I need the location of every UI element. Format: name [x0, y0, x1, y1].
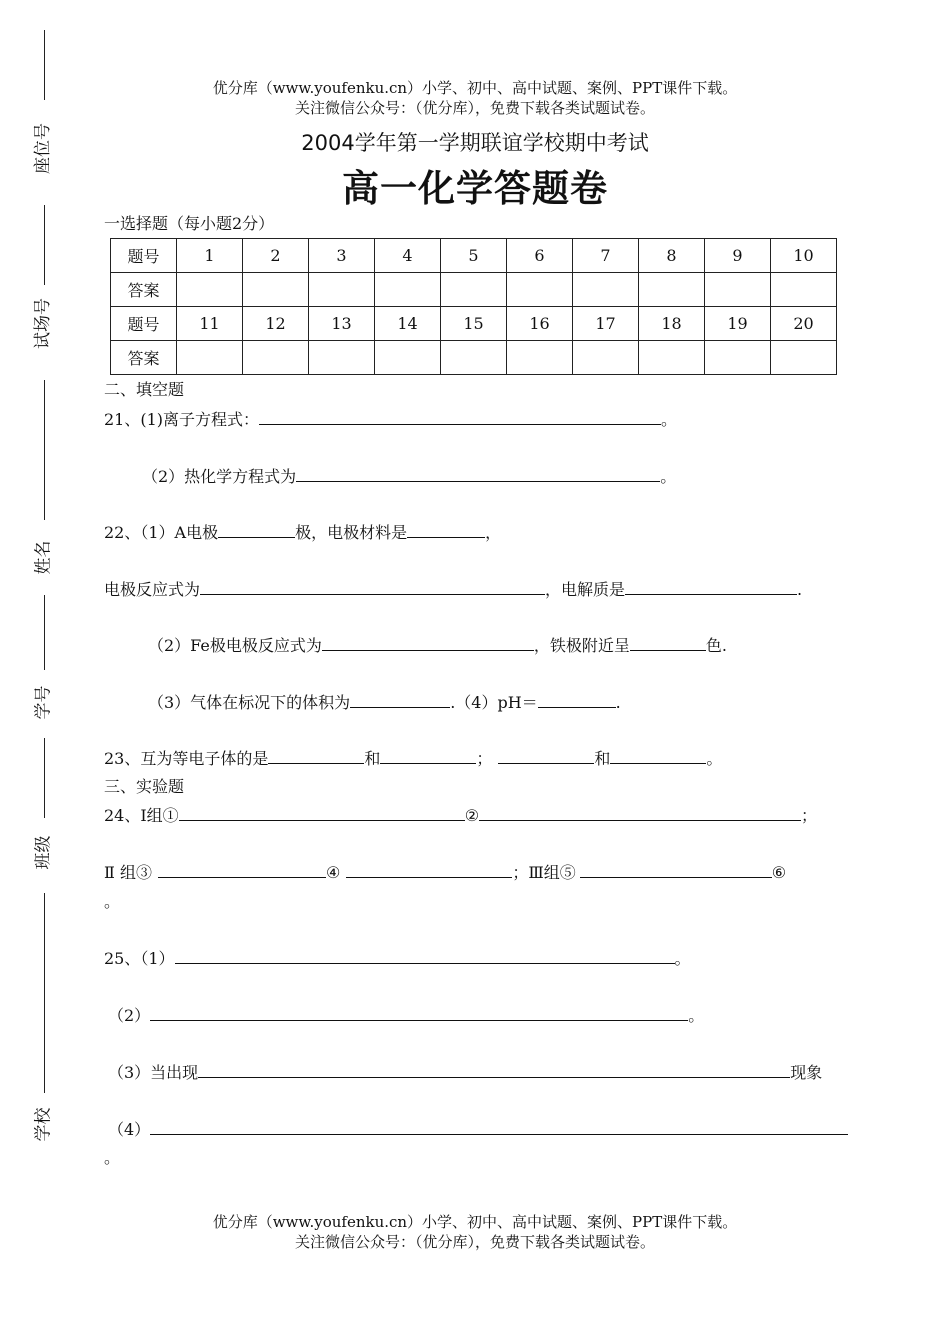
q22-part3 — [148, 692, 621, 713]
margin-label-class: 班级 — [33, 835, 54, 870]
answer-cell[interactable] — [309, 341, 375, 375]
q23b-label: 和 — [364, 749, 381, 768]
period: 。 — [688, 1006, 705, 1025]
q23c-label: ； — [476, 749, 493, 768]
question-number: 7 — [573, 239, 639, 273]
section3-heading: 三、实验题 — [104, 777, 185, 796]
margin-line-school — [44, 893, 45, 1093]
answer-cell[interactable] — [375, 273, 441, 307]
answer-blank[interactable] — [158, 862, 326, 878]
q25-3a-label: （3）当出现 — [108, 1063, 199, 1082]
q24c-label: ； — [801, 806, 818, 825]
row-label-answer: 答案 — [111, 273, 177, 307]
period: 。 — [660, 467, 677, 486]
table-row — [111, 273, 837, 307]
q25-part4 — [108, 1119, 848, 1140]
q25-3b-label: 现象 — [790, 1063, 823, 1082]
answer-cell[interactable] — [705, 273, 771, 307]
question-number: 9 — [705, 239, 771, 273]
q24-group1 — [104, 805, 817, 826]
question-number: 18 — [639, 307, 705, 341]
q24d-label: Ⅱ 组③ — [104, 863, 152, 882]
q23 — [104, 748, 722, 769]
question-number: 6 — [507, 239, 573, 273]
answer-cell[interactable] — [705, 341, 771, 375]
dot: . — [797, 580, 803, 599]
q24e-label: ④ — [325, 863, 341, 882]
question-number: 16 — [507, 307, 573, 341]
q23a-label: 23、互为等电子体的是 — [104, 749, 269, 768]
q22-part2 — [148, 635, 727, 656]
q22-2b-label: ，电解质是 — [545, 580, 626, 599]
answer-blank[interactable] — [407, 522, 485, 538]
row-label-question: 题号 — [111, 307, 177, 341]
question-number: 19 — [705, 307, 771, 341]
period: 。 — [706, 749, 723, 768]
answer-blank[interactable] — [630, 635, 706, 651]
answer-cell[interactable] — [573, 273, 639, 307]
answer-cell[interactable] — [441, 341, 507, 375]
q22-1a-label: 22、（1）A电极 — [104, 523, 219, 542]
q22-electrode-equation — [104, 579, 802, 600]
question-number: 13 — [309, 307, 375, 341]
question-number: 8 — [639, 239, 705, 273]
answer-blank[interactable] — [610, 748, 706, 764]
margin-label-seat: 座位号 — [33, 123, 53, 174]
answer-cell[interactable] — [375, 341, 441, 375]
q21-1-label: 21、(1)离子方程式： — [104, 410, 260, 429]
answer-grid — [110, 238, 837, 375]
question-number: 5 — [441, 239, 507, 273]
section1-heading: 一选择题（每小题2分） — [104, 214, 275, 233]
answer-blank[interactable] — [200, 579, 545, 595]
table-row — [111, 307, 837, 341]
question-number: 10 — [771, 239, 837, 273]
answer-cell[interactable] — [177, 341, 243, 375]
q22-4a-label: （3）气体在标况下的体积为 — [148, 693, 351, 712]
answer-blank[interactable] — [150, 1005, 688, 1021]
table-row — [111, 341, 837, 375]
table-row — [111, 239, 837, 273]
section2-heading: 二、填空题 — [104, 380, 185, 399]
answer-cell[interactable] — [573, 341, 639, 375]
period: 。 — [674, 949, 691, 968]
exam-title: 2004学年第一学期联谊学校期中考试 — [301, 131, 649, 155]
q25-part3 — [108, 1062, 822, 1083]
answer-blank[interactable] — [538, 692, 616, 708]
question-number: 17 — [573, 307, 639, 341]
answer-blank[interactable] — [625, 579, 797, 595]
answer-blank[interactable] — [322, 635, 534, 651]
margin-line-name — [44, 380, 45, 520]
question-number: 14 — [375, 307, 441, 341]
q22-2a-label: 电极反应式为 — [104, 580, 201, 599]
q25-part2 — [108, 1005, 704, 1026]
answer-cell[interactable] — [507, 341, 573, 375]
answer-blank[interactable] — [479, 805, 801, 821]
answer-blank[interactable] — [350, 692, 450, 708]
margin-line-room — [44, 205, 45, 285]
answer-cell[interactable] — [441, 273, 507, 307]
answer-blank[interactable] — [175, 948, 675, 964]
q25-2-label: （2） — [108, 1006, 151, 1025]
footer-line-2: 关注微信公众号：（优分库），免费下载各类试题试卷。 — [294, 1233, 655, 1251]
q25-4-label: （4） — [108, 1120, 151, 1139]
q22-4b-label: .（4）pH＝ — [450, 693, 538, 712]
question-number: 20 — [771, 307, 837, 341]
q22-part1 — [104, 522, 501, 543]
answer-cell[interactable] — [309, 273, 375, 307]
answer-blank[interactable] — [498, 748, 594, 764]
answer-blank[interactable] — [296, 466, 660, 482]
q24g-label: ⑥ — [771, 863, 787, 882]
q25-end-period: 。 — [104, 1148, 121, 1167]
q24a-label: 24、Ⅰ组① — [104, 806, 179, 825]
dot: . — [615, 693, 621, 712]
period: 。 — [661, 410, 678, 429]
answer-cell[interactable] — [771, 341, 837, 375]
answer-blank[interactable] — [218, 522, 295, 538]
q25-1-label: 25、（1） — [104, 949, 175, 968]
question-number: 15 — [441, 307, 507, 341]
header-line-2: 关注微信公众号：（优分库），免费下载各类试题试卷。 — [294, 99, 655, 117]
q22-3b-label: ，铁极附近呈 — [533, 636, 630, 655]
q24-group2-3 — [104, 862, 786, 883]
answer-blank[interactable] — [346, 862, 512, 878]
q24b-label: ② — [464, 806, 480, 825]
answer-blank[interactable] — [198, 1062, 790, 1078]
answer-blank[interactable] — [259, 409, 661, 425]
answer-blank[interactable] — [150, 1119, 848, 1135]
answer-blank[interactable] — [380, 748, 476, 764]
margin-line-seat — [44, 30, 45, 100]
q21-part1 — [104, 409, 677, 430]
answer-cell[interactable] — [177, 273, 243, 307]
margin-line-class — [44, 738, 45, 818]
answer-cell[interactable] — [243, 273, 309, 307]
q24-end-period: 。 — [104, 892, 121, 911]
q22-1c-label: ， — [485, 523, 502, 542]
q22-3c-label: 色. — [705, 636, 727, 655]
q23d-label: 和 — [594, 749, 611, 768]
question-number: 4 — [375, 239, 441, 273]
question-number: 11 — [177, 307, 243, 341]
margin-line-student-id — [44, 595, 45, 670]
answer-blank[interactable] — [268, 748, 364, 764]
margin-label-student-id: 学号 — [33, 685, 54, 720]
answer-cell[interactable] — [243, 341, 309, 375]
row-label-answer: 答案 — [111, 341, 177, 375]
margin-label-room: 试场号 — [33, 298, 53, 349]
q22-1b-label: 极，电极材料是 — [295, 523, 408, 542]
answer-cell[interactable] — [771, 273, 837, 307]
footer-line-1: 优分库（www.youfenku.cn）小学、初中、高中试题、案例、PPT课件下载。 — [212, 1213, 738, 1231]
q21-part2 — [142, 466, 676, 487]
question-number: 3 — [309, 239, 375, 273]
margin-label-name: 姓名 — [33, 540, 54, 575]
margin-label-school: 学校 — [33, 1107, 54, 1142]
question-number: 1 — [177, 239, 243, 273]
answer-cell[interactable] — [639, 273, 705, 307]
question-number: 2 — [243, 239, 309, 273]
paper-title: 高一化学答题卷 — [342, 167, 608, 210]
q22-3a-label: （2）Fe极电极反应式为 — [148, 636, 322, 655]
header-line-1: 优分库（www.youfenku.cn）小学、初中、高中试题、案例、PPT课件下载。 — [212, 79, 738, 97]
answer-cell[interactable] — [507, 273, 573, 307]
q24f-label: ；Ⅲ组⑤ — [512, 863, 576, 882]
question-number: 12 — [243, 307, 309, 341]
answer-blank[interactable] — [179, 805, 465, 821]
row-label-question: 题号 — [111, 239, 177, 273]
answer-blank[interactable] — [580, 862, 772, 878]
q25-part1 — [104, 948, 691, 969]
answer-cell[interactable] — [639, 341, 705, 375]
q21-2-label: （2）热化学方程式为 — [142, 467, 297, 486]
